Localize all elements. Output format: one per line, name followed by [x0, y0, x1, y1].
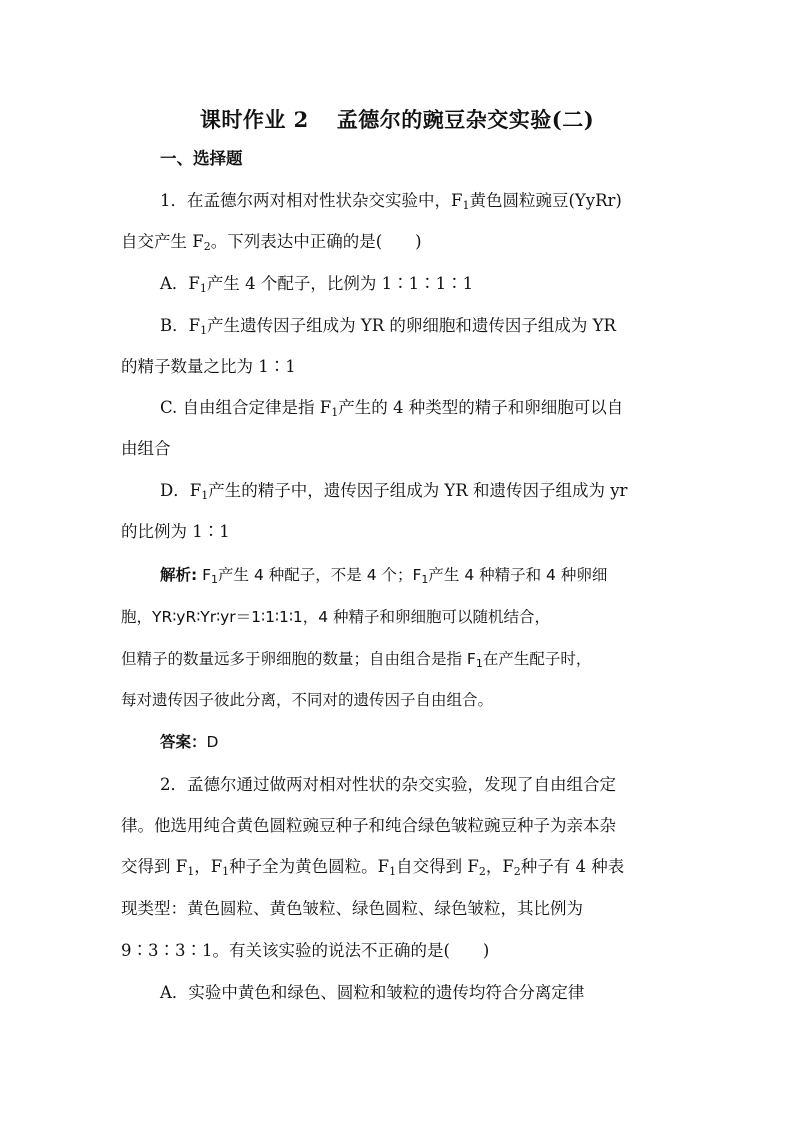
q1-explanation-line1: 解析: $F_1$产生 4 种配子，不是 4 个；$F_1$产生 4 种精子和 4 种卵细 [160, 566, 608, 586]
q1-option-d-line1: D．$F_1$产生的精子中，遗传因子组成为 YR 和遗传因子组成为 yr [160, 481, 628, 502]
section-heading: 一、选择题 [160, 149, 243, 168]
q1-option-a: A．$F_1$产生 4 个配子，比例为 1∶1∶1∶1 [160, 274, 474, 295]
q2-stem-line4: 现类型：黄色圆粒、黄色皱粒、绿色圆粒、绿色皱粒，其比例为 [121, 899, 583, 918]
q2-stem-line3: 交得到 $F_1$，$F_1$种子全为黄色圆粒。$F_1$自交得到 $F_2$，$F_2$种子有 4 种表 [121, 857, 625, 878]
q1-option-c-line1: C. 自由组合定律是指 $F_1$产生的 4 种类型的精子和卵细胞可以自 [160, 398, 624, 419]
q2-stem-line2: 律。他选用纯合黄色圆粒豌豆种子和纯合绿色皱粒豌豆种子为亲本杂 [121, 816, 616, 835]
q1-stem-line1: 1．在孟德尔两对相对性状杂交实验中，$F_1$黄色圆粒豌豆(YyRr) [160, 191, 622, 212]
q1-option-c-line2: 由组合 [121, 439, 171, 458]
q2-stem-line5: 9∶3∶3∶1。有关该实验的说法不正确的是( ) [121, 941, 490, 960]
q1-stem-line2: 自交产生 $F_2$。下列表达中正确的是( ) [121, 232, 422, 253]
q2-stem-line1: 2．孟德尔通过做两对相对性状的杂交实验，发现了自由组合定 [160, 775, 616, 794]
q1-explanation-line2: 胞，YR∶yR∶Yr∶yr＝1∶1∶1∶1，4 种精子和卵细胞可以随机结合， [121, 608, 551, 626]
q1-explanation-line4: 每对遗传因子彼此分离，不同对的遗传因子自由组合。 [121, 691, 494, 709]
title-topic: 孟德尔的豌豆杂交实验(二) [336, 107, 595, 132]
q1-option-d-line2: 的比例为 1∶1 [121, 522, 230, 541]
q2-option-a: A．实验中黄色和绿色、圆粒和皱粒的遗传均符合分离定律 [160, 983, 585, 1002]
q1-explanation-line3: 但精子的数量远多于卵细胞的数量；自由组合是指 $F_1$在产生配子时， [121, 650, 592, 670]
title-assignment: 课时作业 2 [199, 107, 309, 132]
page-title [0, 104, 794, 134]
q1-answer: 答案：D [160, 733, 219, 751]
q1-option-b-line2: 的精子数量之比为 1∶1 [121, 357, 296, 376]
q1-option-b-line1: B．$F_1$产生遗传因子组成为 YR 的卵细胞和遗传因子组成为 YR [160, 316, 616, 337]
